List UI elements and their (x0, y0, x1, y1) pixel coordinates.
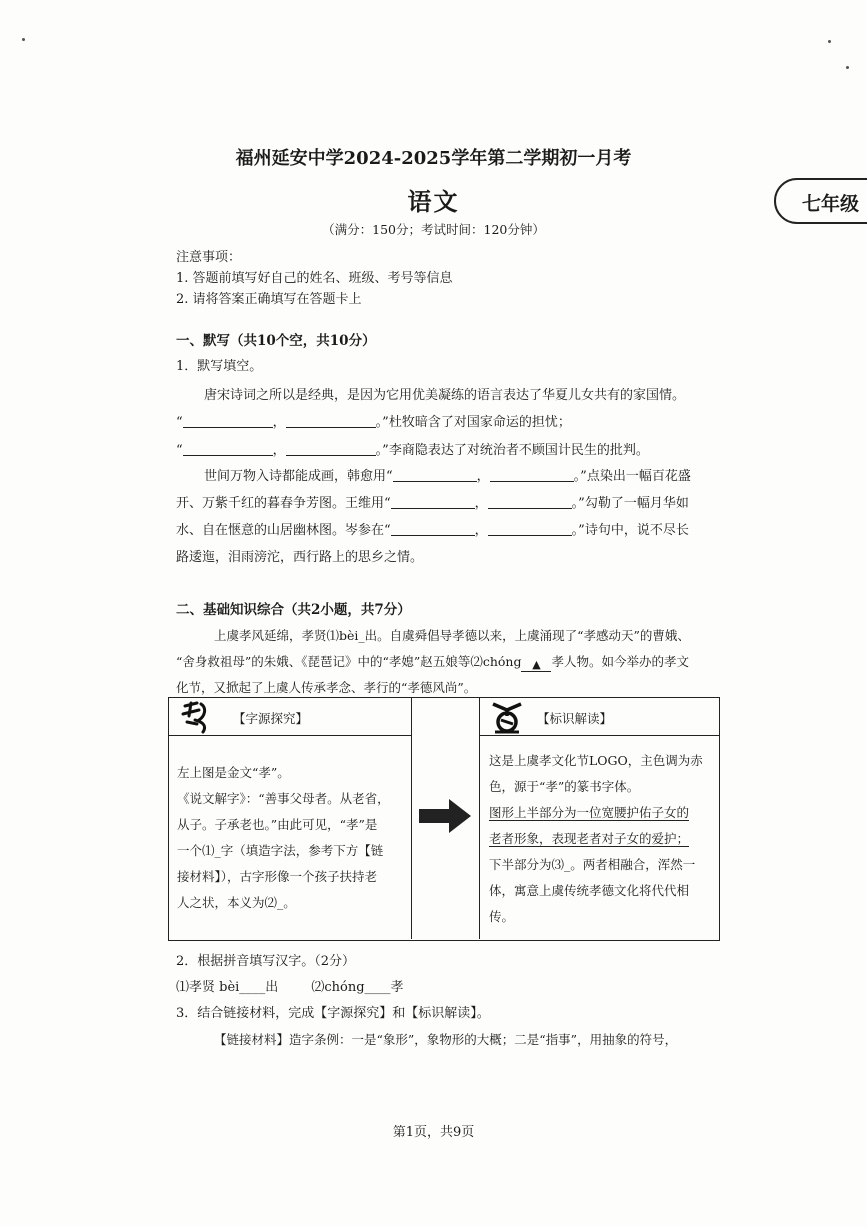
fill-line-1-text: 。”杜牧暗含了对国家命运的担忧； (375, 415, 571, 430)
score-info: （满分：150分；考试时间：120分钟） (322, 222, 545, 237)
para-line-2 (176, 492, 736, 511)
notes-heading: 注意事项： (176, 250, 242, 265)
note-item-2: 2. 请将答案正确填写在答题卡上 (176, 292, 362, 307)
right-header-label: 【标识解读】 (537, 711, 613, 726)
fill-line-1 (176, 411, 736, 430)
answer-blank[interactable] (286, 414, 376, 428)
para-text: 。”诗句中，说不尽长 (571, 523, 689, 538)
fill-line-2-text: 。”李商隐表达了对统治者不顾国计民生的批判。 (375, 443, 649, 458)
triangle-marker-icon: ▲ (532, 658, 541, 671)
answer-blank[interactable] (490, 468, 574, 482)
section2-heading: 二、基础知识综合（共2小题，共7分） (176, 602, 411, 618)
left-body-line: 一个⑴_字（填造字法，参考下方【链 (177, 843, 384, 858)
right-body-line: 色，源于“孝”的篆书字体。 (489, 779, 640, 794)
answer-blank[interactable] (521, 658, 551, 672)
passage-line-2 (176, 652, 689, 672)
passage-text: “舍身救祖母”的朱娥、《琵琶记》中的“孝媳”赵五娘等⑵chóng (176, 654, 522, 669)
answer-blank[interactable] (488, 522, 572, 536)
section1-heading: 一、默写（共10个空，共10分） (176, 333, 376, 349)
right-body (489, 748, 717, 930)
comma: ， (272, 443, 286, 458)
answer-blank[interactable] (286, 442, 376, 456)
exploration-table (168, 697, 720, 941)
answer-blank[interactable] (391, 495, 475, 509)
comma: ， (272, 415, 286, 430)
para-text: 。”点染出一幅百花盛 (573, 469, 691, 484)
grade-badge: 七年级 (774, 178, 867, 224)
answer-blank[interactable] (393, 468, 477, 482)
right-body-line: 传。 (489, 909, 515, 924)
para-text: 水、自在惬意的山居幽林图。岑参在“ (176, 523, 391, 538)
answer-blank[interactable] (183, 414, 273, 428)
passage-line-1: 上虞孝风延绵，孝贤⑴bèi_出。自虞舜倡导孝德以来，上虞涌现了“孝感动天”的曹娥、 (214, 628, 690, 643)
right-body-underlined: 图形上半部分为一位宽腰护佑子女的 (489, 805, 690, 820)
para-text: 世间万物入诗都能成画，韩愈用“ (204, 469, 393, 484)
para-line-3 (176, 519, 736, 538)
quote-open: “ (176, 443, 183, 458)
para-line-4: 路逶迤，泪雨滂沱，西行路上的思乡之情。 (176, 550, 424, 565)
comma: ， (476, 469, 490, 484)
note-item-1: 1. 答题前填写好自己的姓名、班级、考号等信息 (176, 271, 453, 286)
q3-heading: 3．结合链接材料，完成【字源探究】和【标识解读】。 (176, 1006, 490, 1021)
left-body-line: 从子。子承老也。”由此可见，“孝”是 (177, 817, 378, 832)
link-material: 【链接材料】造字条例：一是“象形”，象物形的大概；二是“指事”，用抽象的符号， (214, 1032, 678, 1047)
passage-line-3: 化节，又掀起了上虞人传承孝念、孝行的“孝德风尚”。 (176, 680, 477, 695)
left-header-label: 【字源探究】 (233, 711, 309, 726)
para-text: 开、万紫千红的暮春争芳图。王维用“ (176, 496, 391, 511)
answer-blank[interactable] (488, 495, 572, 509)
para-line-1 (204, 465, 764, 484)
subject-title: 语文 (407, 187, 460, 216)
comma: ， (474, 496, 488, 511)
para-text: 。”勾勒了一幅月华如 (571, 496, 689, 511)
passage-text: 孝人物。如今举办的孝文 (551, 654, 689, 669)
answer-blank[interactable] (391, 522, 475, 536)
left-body-line: 《说文解字》：“善事父母者。从老省， (177, 791, 390, 806)
left-body-line: 接材料】），古字形像一个孩子扶持老 (177, 869, 378, 884)
exam-title: 福州延安中学2024-2025学年第二学期初一月考 (235, 148, 632, 169)
fill-line-2 (176, 439, 736, 458)
answer-blank[interactable] (183, 442, 273, 456)
right-body-line: 体，寓意上虞传统孝德文化将代代相 (489, 883, 690, 898)
right-arrow-icon (417, 796, 473, 836)
q2-heading: 2．根据拼音填写汉字。（2分） (176, 954, 356, 969)
jinwen-xiao-glyph-icon (177, 700, 225, 734)
page-footer: 第1页，共9页 (392, 1125, 475, 1140)
xiao-logo-icon (487, 700, 527, 734)
right-body-line: 下半部分为⑶_。两者相融合，浑然一 (489, 857, 696, 872)
right-body-underlined: 老者形象，表现老者对子女的爱护； (489, 831, 690, 846)
left-body-line: 左上图是金文“孝”。 (177, 765, 290, 780)
q2-items: ⑴孝贤 bèi____出 ⑵chóng____孝 (176, 980, 404, 995)
left-body (177, 760, 409, 916)
q1-intro: 唐宋诗词之所以是经典，是因为它用优美凝练的语言表达了华夏儿女共有的家国情。 (204, 388, 686, 403)
comma: ， (474, 523, 488, 538)
right-body-line: 这是上虞孝文化节LOGO，主色调为赤 (489, 753, 703, 768)
left-body-line: 人之状，本义为⑵_。 (177, 895, 296, 910)
q1-label: 1．默写填空。 (176, 359, 263, 374)
quote-open: “ (176, 415, 183, 430)
